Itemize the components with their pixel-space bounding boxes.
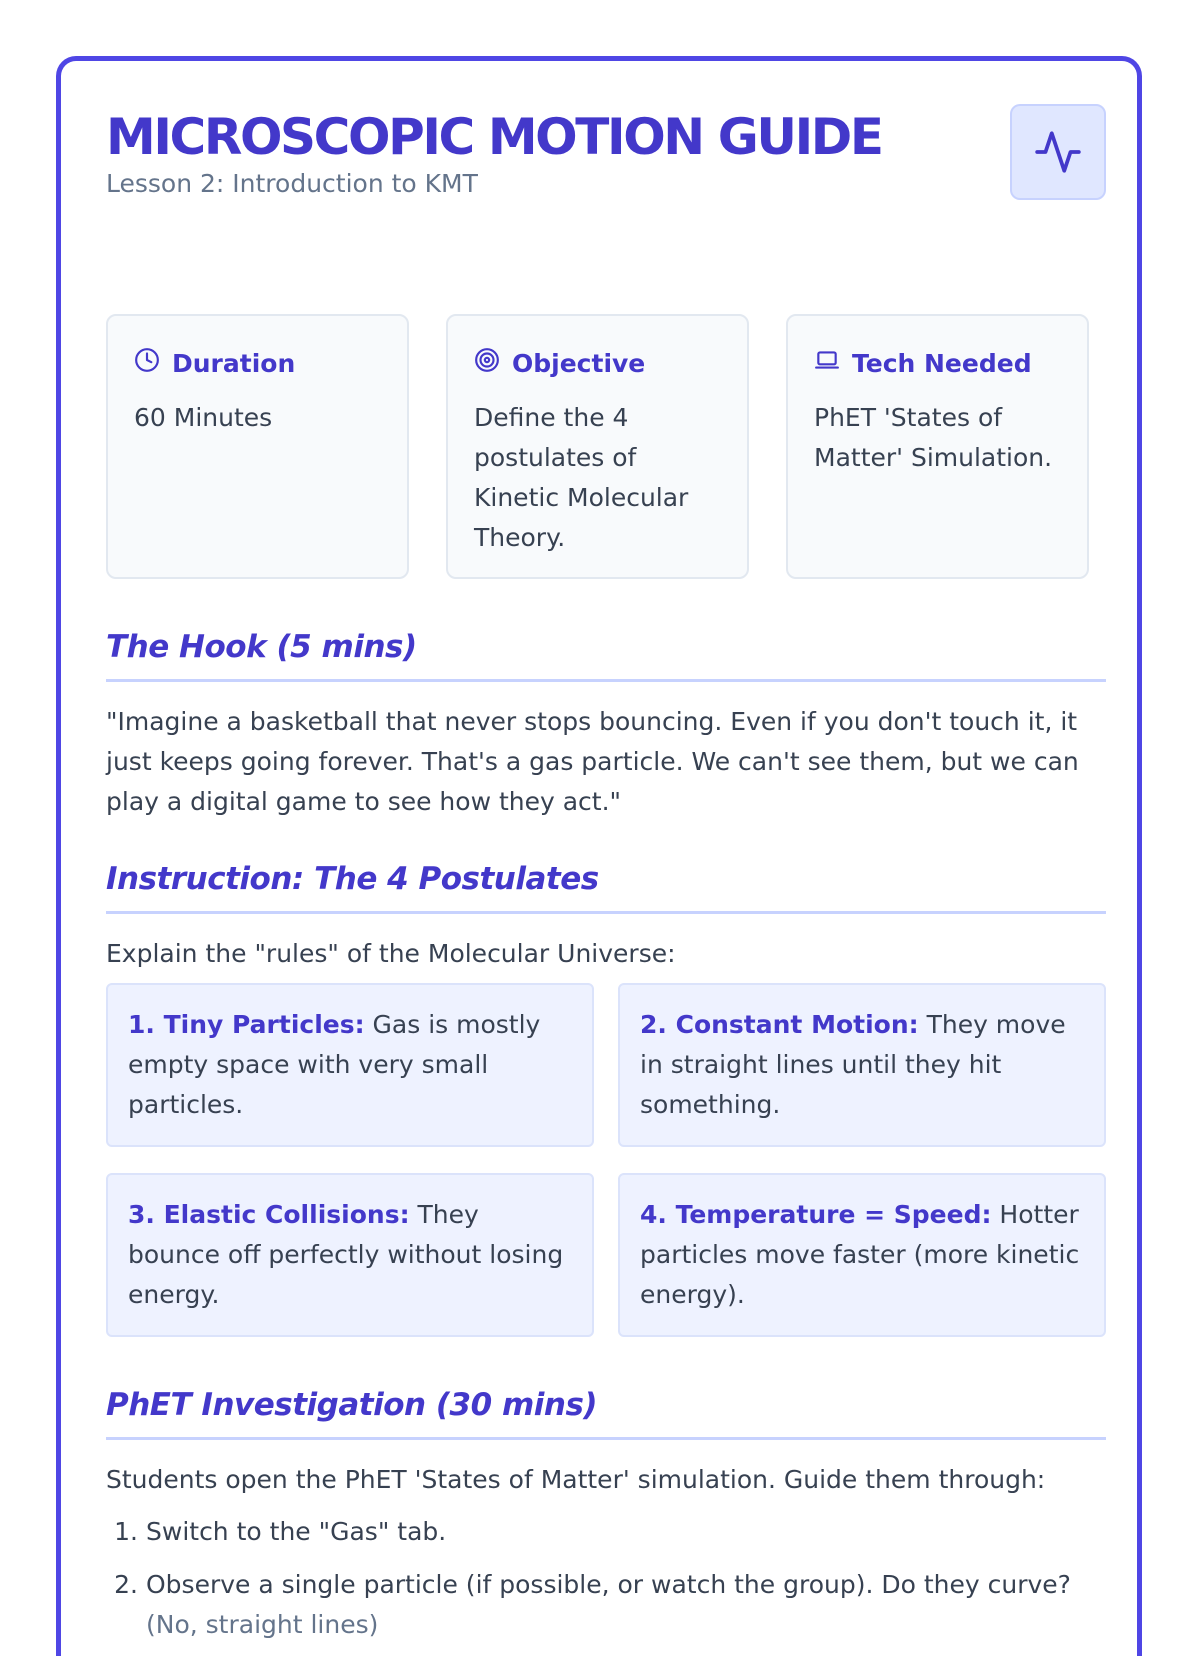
info-card-header	[814, 346, 1061, 380]
clock-icon	[134, 347, 160, 379]
investigation-steps	[106, 1512, 1106, 1645]
step-number: 1.	[114, 1517, 138, 1546]
info-cards	[106, 314, 1106, 579]
hook-section	[106, 625, 1106, 822]
info-card-label: Objective	[512, 348, 646, 378]
postulate-card	[106, 983, 594, 1147]
page-subtitle: Lesson 2: Introduction to KMT	[106, 169, 478, 198]
section-title: The Hook (5 mins)	[106, 625, 1106, 682]
card-content	[106, 101, 1106, 1639]
postulate-label: 1. Tiny Particles:	[128, 1010, 365, 1039]
info-card-value: Define the 4 postulates of Kinetic Molecular Theory.	[474, 403, 689, 552]
info-card-label: Tech Needed	[852, 348, 1032, 378]
step-text: Switch to the "Gas" tab.	[146, 1517, 447, 1546]
info-card-tech	[786, 314, 1089, 579]
page-title: MICROSCOPIC MOTION GUIDE	[106, 108, 882, 166]
step-hint: (No, straight lines)	[146, 1610, 379, 1639]
investigation-section	[106, 1383, 1106, 1658]
instruction-intro: Explain the "rules" of the Molecular Universe:	[106, 939, 676, 968]
postulate-card	[618, 983, 1106, 1147]
postulate-label: 2. Constant Motion:	[640, 1010, 919, 1039]
info-card-duration	[106, 314, 409, 579]
info-card-header	[134, 346, 381, 380]
postulate-label: 4. Temperature = Speed:	[640, 1200, 992, 1229]
investigation-intro: Students open the PhET 'States of Matter' simulation. Guide them through:	[106, 1465, 1046, 1494]
postulate-label: 3. Elastic Collisions:	[128, 1200, 410, 1229]
section-title: PhET Investigation (30 mins)	[106, 1383, 1106, 1440]
postulate-text: Gas is mostly empty space with very small particles.	[128, 1010, 541, 1119]
activity-icon	[1010, 104, 1106, 200]
postulate-card	[106, 1173, 594, 1337]
laptop-icon	[814, 347, 840, 379]
section-title: Instruction: The 4 Postulates	[106, 857, 1106, 914]
info-card-label: Duration	[172, 348, 296, 378]
postulate-text: Hotter particles move faster (more kinetic energy).	[640, 1200, 1080, 1309]
step-number: 2.	[114, 1570, 138, 1599]
info-card-objective	[446, 314, 749, 579]
postulate-card	[618, 1173, 1106, 1337]
info-card-value: 60 Minutes	[134, 403, 273, 432]
postulate-text: They move in straight lines until they hit something.	[640, 1010, 1066, 1119]
step-text: Observe a single particle (if possible, or watch the group). Do they curve?	[146, 1570, 1071, 1599]
instruction-section	[106, 857, 1106, 974]
lesson-guide-card	[56, 56, 1142, 1656]
list-item	[106, 1512, 1106, 1552]
info-card-value: PhET 'States of Matter' Simulation.	[814, 403, 1053, 472]
list-item	[106, 1565, 1106, 1645]
info-card-header	[474, 346, 721, 380]
target-icon	[474, 347, 500, 379]
hook-quote: "Imagine a basketball that never stops bouncing. Even if you don't touch it, it just keeps going forever. That's a gas particle. We can't see them, but we can play a digital game to see how they act."	[106, 707, 1079, 816]
postulate-text: They bounce off perfectly without losing energy.	[128, 1200, 564, 1309]
